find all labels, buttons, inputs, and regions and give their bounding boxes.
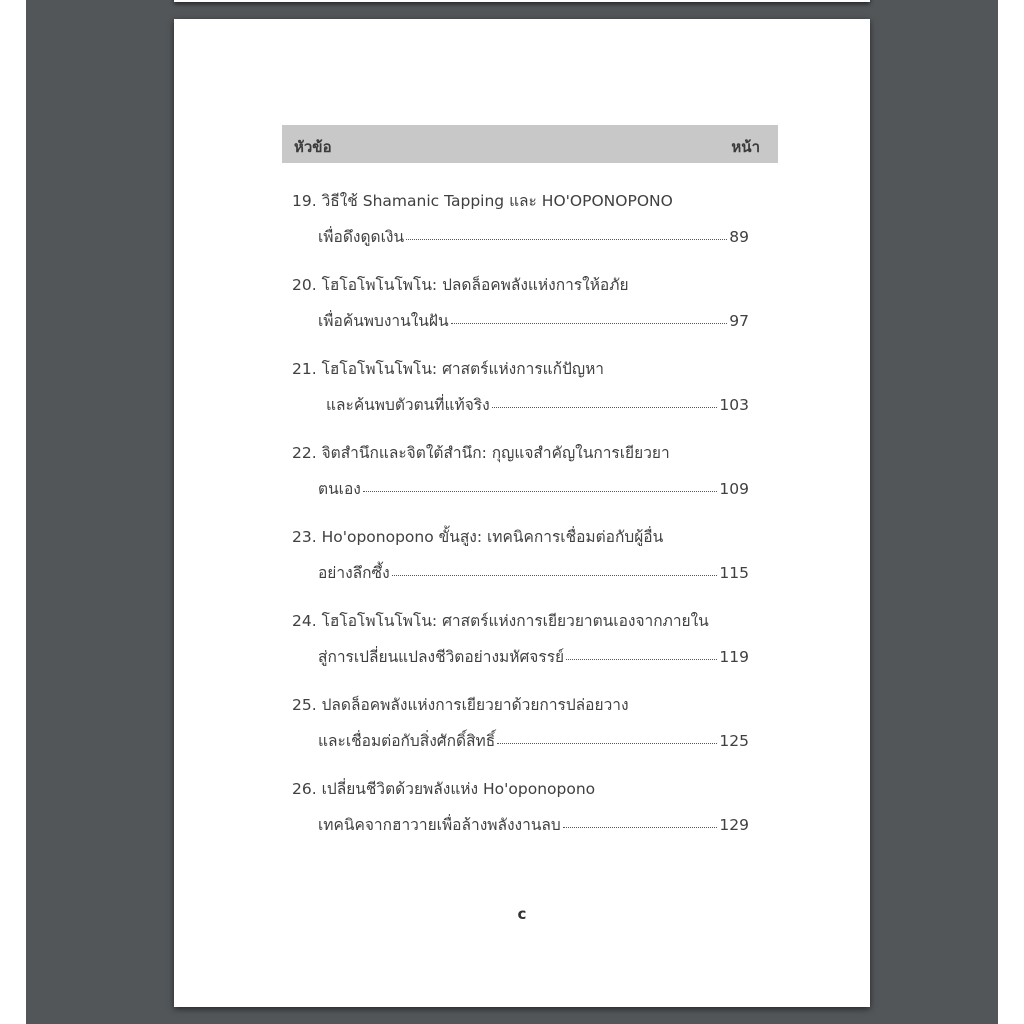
dot-leader [566, 645, 717, 660]
dot-leader [406, 225, 727, 240]
toc-header [282, 125, 778, 163]
document-page [174, 19, 870, 1007]
toc-entry-title: 23. Ho'oponopono ขั้นสูง: เทคนิคการเชื่อมต่อกับผู้อื่น [292, 528, 664, 546]
toc-entry-page: 115 [719, 564, 749, 582]
toc-entry-page: 89 [729, 228, 749, 246]
toc-entry-title: 20. โฮโอโพโนโพโน: ปลดล็อคพลังแห่งการให้อภัย [292, 276, 629, 294]
toc-entry-subtitle: อย่างลึกซึ้ง [318, 564, 390, 582]
previous-page [174, 0, 870, 2]
dot-leader [492, 393, 718, 408]
toc-entry-page: 119 [719, 648, 749, 666]
toc-entry-page: 109 [719, 480, 749, 498]
toc-entry-title: 22. จิตสำนึกและจิตใต้สำนึก: กุญแจสำคัญในการเยียวยา [292, 444, 670, 462]
toc-entry-page: 97 [729, 312, 749, 330]
toc-entry-page: 103 [719, 396, 749, 414]
toc-header-page: หน้า [731, 138, 760, 156]
dot-leader [363, 477, 718, 492]
toc-entry-subtitle: สู่การเปลี่ยนแปลงชีวิตอย่างมหัศจรรย์ [318, 648, 565, 666]
toc-entry-title: 24. โฮโอโพโนโพโน: ศาสตร์แห่งการเยียวยาตนเองจากภายใน [292, 612, 709, 630]
toc-entry-title: 25. ปลดล็อคพลังแห่งการเยียวยาด้วยการปล่อยวาง [292, 696, 629, 714]
toc-entry-title: 21. โฮโอโพโนโพโน: ศาสตร์แห่งการแก้ปัญหา [292, 360, 604, 378]
toc-entry-subtitle: และค้นพบตัวตนที่แท้จริง [326, 396, 490, 414]
toc-entry-subtitle: และเชื่อมต่อกับสิ่งศักดิ์สิทธิ์ [318, 732, 496, 750]
toc-entry-title: 26. เปลี่ยนชีวิตด้วยพลังแห่ง Ho'oponopono [292, 780, 596, 798]
toc-entry-subtitle: ตนเอง [318, 480, 361, 498]
toc-header-topic: หัวข้อ [294, 138, 332, 156]
toc-entry-page: 129 [719, 816, 749, 834]
document-viewer [26, 0, 998, 1024]
toc-entry-title: 19. วิธีใช้ Shamanic Tapping และ HO'OPONOPONO [292, 192, 673, 210]
toc-entry-subtitle: เทคนิคจากฮาวายเพื่อล้างพลังงานลบ [318, 816, 561, 834]
dot-leader [451, 309, 728, 324]
toc-entry-page: 125 [719, 732, 749, 750]
page-number-label: c [517, 905, 527, 923]
dot-leader [563, 813, 718, 828]
dot-leader [392, 561, 718, 576]
toc-entry-subtitle: เพื่อดึงดูดเงิน [318, 228, 405, 246]
dot-leader [497, 729, 717, 744]
toc-entry-subtitle: เพื่อค้นพบงานในฝัน [318, 312, 449, 330]
